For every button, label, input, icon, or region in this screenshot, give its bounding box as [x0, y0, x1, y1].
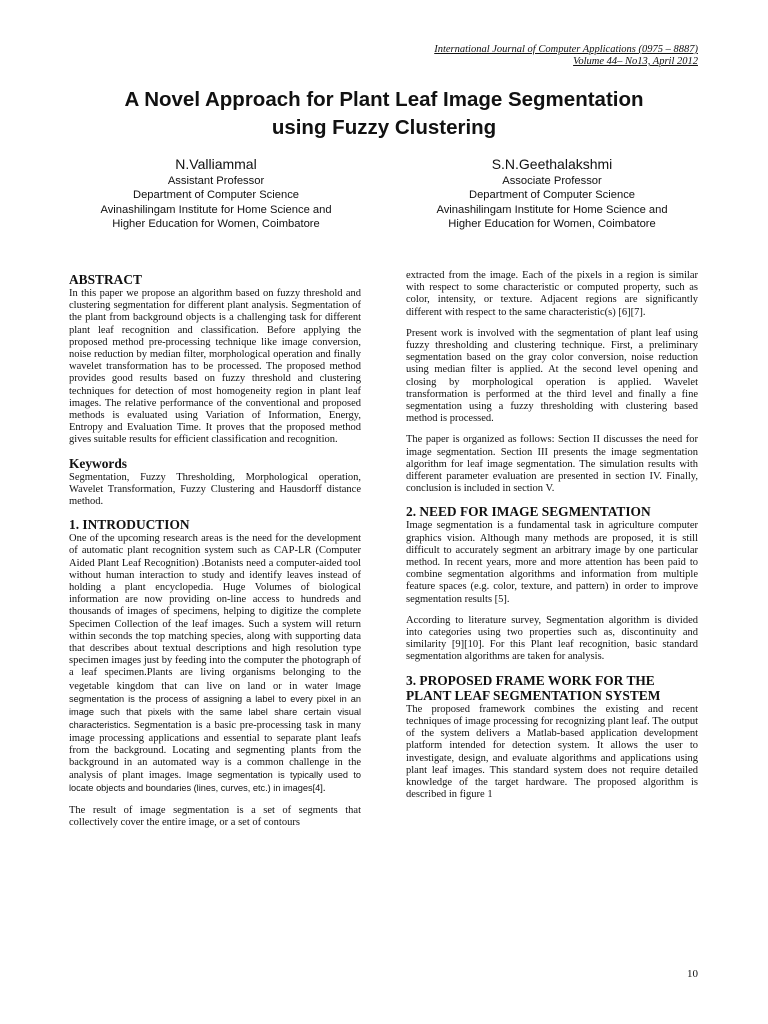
- author-name: S.N.Geethalakshmi: [491, 156, 613, 172]
- keywords-text: Segmentation, Fuzzy Thresholding, Morphological operation, Wavelet Transformation, Fuzzy Clustering and Hausdorff distance method.: [69, 471, 361, 508]
- introduction-paragraph-1: [69, 533, 361, 795]
- page-number: 10: [687, 968, 698, 980]
- right-paragraph-2: Present work is involved with the segmentation of plant leaf using fuzzy thresholding and clustering technique. First, a preliminary segmentation based on the gray color conversion, noise reduction using median filter is applied. At the second level opening and closing by morphological operation is applied. Wavelet transformation is performed at the third level and finally a fine segmentation using a fuzzy thresholding with clustering based method is processed.: [406, 327, 698, 425]
- intro-text-a: One of the upcoming research areas is the need for the development of automatic plant recognition system such as CAP-LR (Computer Aided Plant Leaf Recognition) .Botanists need a computer-aided tool without human interaction to study and identify leaves instead of holding a plant encyclopedia. Huge Volumes of biological information are now providing on-line access to hundreds and thousands of images of specimens, helping to digitize the complete Specimen Collection of the leaf images. Such a system will return within seconds the top matching species, along with supporting data that describes about textual descriptions and high resolution type specimen images just by feeding into the computer the photograph of a leaf specimen.Plants are living organisms belonging to the vegetable kingdom that can live on land or in water: [69, 533, 361, 692]
- framework-paragraph-1: The proposed framework combines the existing and recent techniques of image processing for recognizing plant leaf. The output of the system delivers a Matlab-based application development platform intended for detection system. It allows the user to investigate, design, and evaluate algorithms and applications using plant leaf images. This standard system does not require detailed knowledge of the target hardware. The proposed algorithm is described in figure 1: [406, 703, 698, 801]
- author-institute: Avinashilingam Institute for Home Science and: [100, 203, 332, 216]
- author-position: Assistant Professor: [167, 175, 265, 187]
- need-paragraph-2: According to literature survey, Segmentation algorithm is divided into categories using two properties such as, discontinuity and similarity [9][10]. For this Plant leaf recognition, basic standard segmentation algorithms are taken for analysis.: [406, 614, 698, 663]
- title-line-1: A Novel Approach for Plant Leaf Image Segmentation: [124, 88, 644, 111]
- right-column: [406, 270, 698, 810]
- author-institute: Avinashilingam Institute for Home Science and: [436, 203, 668, 216]
- need-heading: 2. NEED FOR IMAGE SEGMENTATION: [406, 504, 651, 520]
- intro-text-e: .: [322, 783, 326, 795]
- intro-usage: Image segmentation is typically used to locate objects and boundaries (lines, curves, etc.) in images[4]: [69, 770, 361, 794]
- author-position: Associate Professor: [502, 175, 602, 187]
- author-block-2: [392, 154, 712, 231]
- framework-heading: 3. PROPOSED FRAME WORK FOR THE PLANT LEAF SEGMENTATION SYSTEM: [406, 672, 661, 703]
- author-block-1: [56, 154, 376, 231]
- abstract-heading: ABSTRACT: [69, 272, 142, 287]
- journal-volume: Volume 44– No13, April 2012: [573, 56, 698, 67]
- left-column: [69, 270, 361, 838]
- right-paragraph-3: The paper is organized as follows: Section II discusses the need for image segmentation. Section III presents the image segmentation algorithm for leaf image segmentation. The simulation results with different parameter evaluation are presented in section IV. Finally, conclusion is included in section V.: [406, 434, 698, 495]
- title-line-2: using Fuzzy Clustering: [271, 116, 497, 139]
- journal-header: [434, 44, 698, 68]
- right-paragraph-1: extracted from the image. Each of the pixels in a region is similar with respect to some characteristic or computed property, such as color, intensity, or texture. Adjacent regions are significantly different with respect to the same characteristic(s) [6][7].: [406, 270, 698, 318]
- author-department: Department of Computer Science: [468, 189, 636, 202]
- intro-text-c: . Segmentation is a basic pre-processing task in many image processing applications and essential to separate plant leafs from the background. Locating and segmenting plants from the background in an automated way is a common challenge in the analysis of plant images.: [69, 720, 361, 782]
- paper-title: [40, 86, 728, 142]
- journal-name: International Journal of Computer Applications (0975 – 8887): [434, 44, 698, 55]
- abstract-text: In this paper we propose an algorithm based on fuzzy threshold and clustering segmentation for different plant analysis. Segmentation of the plant from background objects is a challenging task for different plant leaf recognition and classification. Before applying the proposed method pre-processing technique like image conversion, noise reduction by median filter, morphological operation and finally wavelet transformation has to be processed. The proposed method provides good results based on fuzzy threshold and clustering techniques for detection of most homogeneity region in plant leaf images. The relative performance of the conventional and proposed methods is evaluated using Variation of Information, Energy, Entropy and Evaluation Time. It proves that the proposed method gives suitable results for efficient classification and recognition.: [69, 288, 361, 446]
- intro-definition: Image segmentation is the process of assigning a label to every pixel in an image such that pixels with the same label share certain visual characteristics: [69, 680, 361, 731]
- introduction-paragraph-2: The result of image segmentation is a set of segments that collectively cover the entire image, or a set of contours: [69, 804, 361, 828]
- author-name: N.Valliammal: [175, 156, 257, 172]
- introduction-heading: 1. INTRODUCTION: [69, 517, 190, 533]
- author-institute-2: Higher Education for Women, Coimbatore: [448, 217, 656, 230]
- author-institute-2: Higher Education for Women, Coimbatore: [112, 217, 320, 230]
- keywords-heading: Keywords: [69, 455, 128, 471]
- author-department: Department of Computer Science: [132, 189, 300, 202]
- need-paragraph-1: Image segmentation is a fundamental task in agriculture computer graphics vision. Although many methods are proposed, it is still difficult to accurately segment an arbitrary image by one particular method. In recent years, more and more attention has been paid to combine segmentation algorithms and information from multiple feature spaces (e.g. color, texture, and pattern) in order to improve segmentation results [5].: [406, 520, 698, 605]
